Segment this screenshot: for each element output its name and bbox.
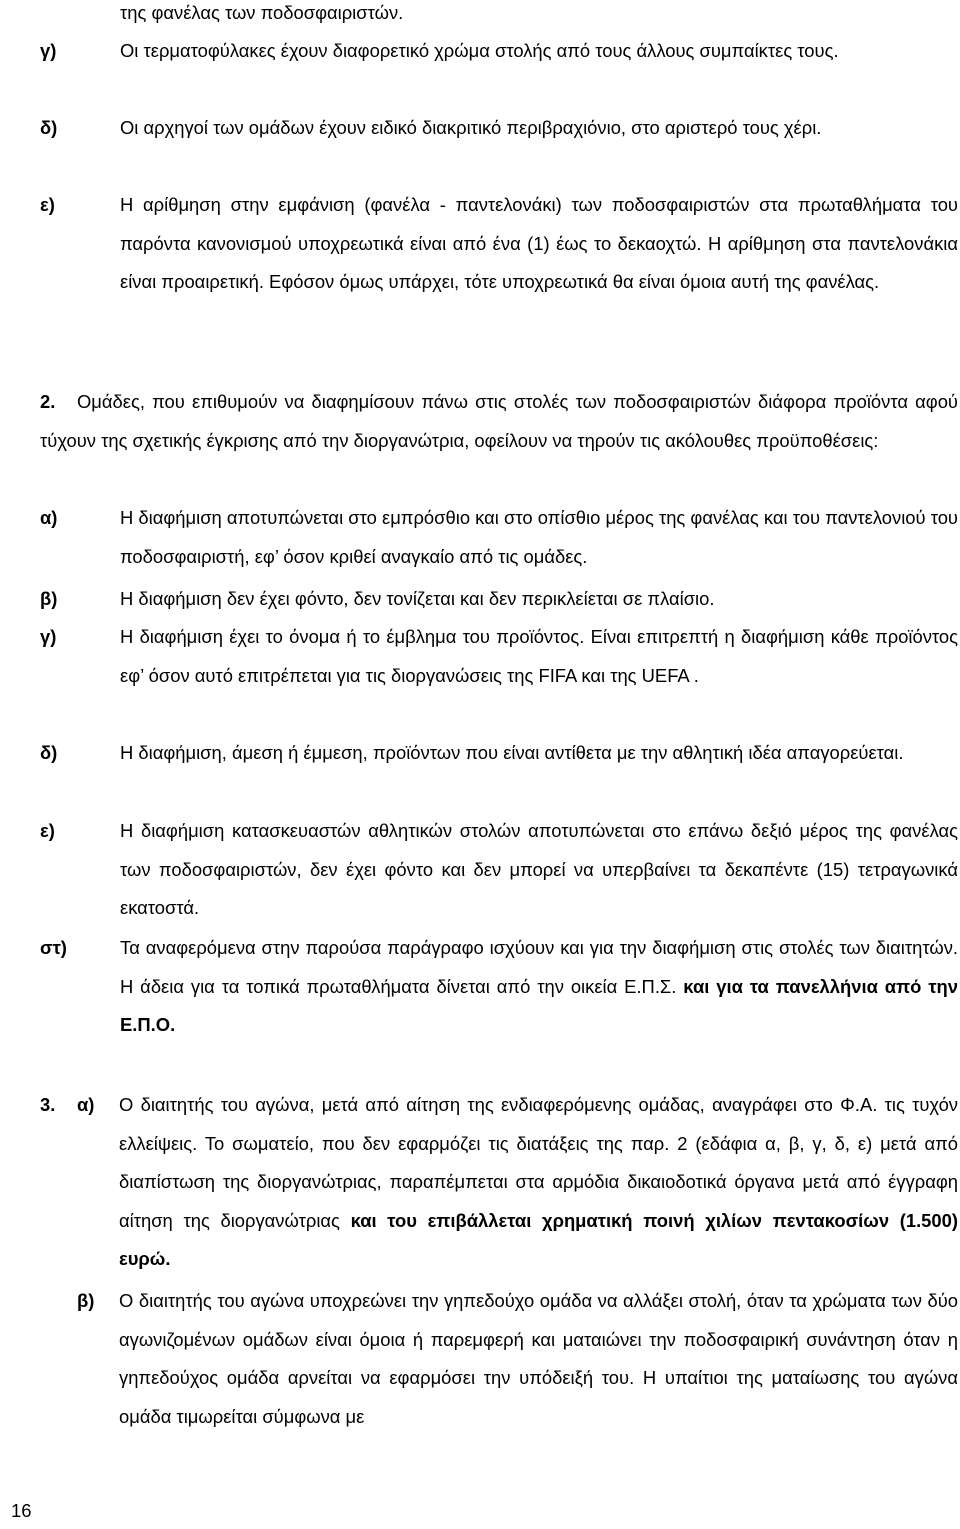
section3-item-b <box>77 1282 958 1436</box>
item-text: Οι τερματοφύλακες έχουν διαφορετικό χρώμα στολής από τους άλλους συμπαίκτες τους. <box>120 40 839 61</box>
item-label: β) <box>40 588 58 609</box>
item-label: ε) <box>40 194 55 215</box>
section2-item-a <box>40 499 958 576</box>
item-text-regular: Ο διαιτητής του αγώνα, μετά από αίτηση της ενδιαφερόμενης ομάδας, αναγράφει στο Φ.Α. τις τυχόν ελλείψεις. Το σωματείο, που δεν εφαρμόζει τις διατάξεις της παρ. 2 (εδάφια α, β, γ, δ, ε) μετά από διαπίστωση της διοργανώτριας, παραπέμπεται στα αρμόδια δικαιοδοτικά όργανα μετά από έγγραφη αίτηση της διοργανώτριας <box>119 1094 958 1231</box>
section1-item-e <box>40 186 958 302</box>
section-number: 2. <box>40 391 56 412</box>
item-label: γ) <box>40 40 57 61</box>
item-label: α) <box>77 1094 95 1115</box>
item-label: β) <box>77 1290 95 1311</box>
item-text-bold: και του επιβάλλεται χρηματική ποινή χιλίων πεντακοσίων (1.500) ευρώ. <box>119 1209 958 1269</box>
item-label: ε) <box>40 820 55 841</box>
item-label: στ) <box>40 937 67 958</box>
item-text: Η αρίθμηση στην εμφάνιση (φανέλα - παντελονάκι) των ποδοσφαιριστών στα πρωταθλήματα του παρόντα κανονισμού υποχρεωτικά είναι από ένα (1) έως το δεκαοχτώ. Η αρίθμηση στα παντελονάκια είναι προαιρετική. Εφόσον όμως υπάρχει, τότε υποχρεωτικά θα είναι όμοια αυτή της φανέλας. <box>120 194 958 292</box>
section2-item-st <box>40 929 958 1045</box>
continuation-text: της φανέλας των ποδοσφαιριστών. <box>120 2 404 23</box>
item-text: Ο διαιτητής του αγώνα υποχρεώνει την γηπεδούχο ομάδα να αλλάξει στολή, όταν τα χρώματα των δύο αγωνιζομένων ομάδων είναι όμοια ή παρεμφερή και ματαιώνει την ποδοσφαιρική συνάντηση όταν η γηπεδούχος ομάδα αρνείται να εφαρμόσει την υπόδειξή του. Η υπαίτιοι της ματαίωσης του αγώνα ομάδα τιμωρείται σύμφωνα με <box>119 1290 958 1427</box>
continuation-line <box>40 0 958 33</box>
item-text-bold: και για τα πανελλήνια από την Ε.Π.Ο. <box>120 975 958 1035</box>
section1-item-d <box>40 109 958 148</box>
section3-item-a <box>40 1086 958 1279</box>
item-label: δ) <box>40 117 58 138</box>
item-text: Οι αρχηγοί των ομάδων έχουν ειδικό διακριτικό περιβραχιόνιο, στο αριστερό τους χέρι. <box>120 117 822 138</box>
item-text <box>120 929 958 1045</box>
section2-item-g <box>40 618 958 695</box>
item-label: α) <box>40 507 58 528</box>
item-text <box>119 1086 958 1279</box>
section2-item-b <box>40 580 958 619</box>
item-text: Η διαφήμιση έχει το όνομα ή το έμβλημα του προϊόντος. Είναι επιτρεπτή η διαφήμιση κάθε προϊόντος εφ’ όσον αυτό επιτρέπεται για τις διοργανώσεις της FIFA και της UEFA . <box>120 626 958 686</box>
item-label: δ) <box>40 742 58 763</box>
section1-item-g <box>40 32 958 71</box>
item-text-regular: Τα αναφερόμενα στην παρούσα παράγραφο ισχύουν και για την διαφήμιση στις στολές των διαιτητών. Η άδεια για τα τοπικά πρωταθλήματα δίνεται από την οικεία Ε.Π.Σ. <box>120 937 958 997</box>
section2-item-d <box>40 734 958 773</box>
item-text: Η διαφήμιση αποτυπώνεται στο εμπρόσθιο και στο οπίσθιο μέρος της φανέλας και του παντελονιού του ποδοσφαιριστή, εφ’ όσον κριθεί αναγκαίο από τις ομάδες. <box>120 507 958 567</box>
item-text: Η διαφήμιση, άμεση ή έμμεση, προϊόντων που είναι αντίθετα με την αθλητική ιδέα απαγορεύεται. <box>120 742 904 763</box>
page-number: 16 <box>11 1500 32 1521</box>
section2-item-e <box>40 812 958 928</box>
section-intro-text: Ομάδες, που επιθυμούν να διαφημίσουν πάνω στις στολές των ποδοσφαιριστών διάφορα προϊόντα αφού τύχουν της σχετικής έγκρισης από την διοργανώτρια, οφείλουν να τηρούν τις ακόλουθες προϋποθέσεις: <box>40 391 958 451</box>
item-text: Η διαφήμιση δεν έχει φόντο, δεν τονίζεται και δεν περικλείεται σε πλαίσιο. <box>120 588 715 609</box>
item-text: Η διαφήμιση κατασκευαστών αθλητικών στολών αποτυπώνεται στο επάνω δεξιό μέρος της φανέλας των ποδοσφαιριστών, δεν έχει φόντο και δεν μπορεί να υπερβαίνει τα δεκαπέντε (15) τετραγωνικά εκατοστά. <box>120 820 958 918</box>
section-number: 3. <box>40 1094 56 1115</box>
section2-intro <box>40 383 958 460</box>
item-label: γ) <box>40 626 57 647</box>
